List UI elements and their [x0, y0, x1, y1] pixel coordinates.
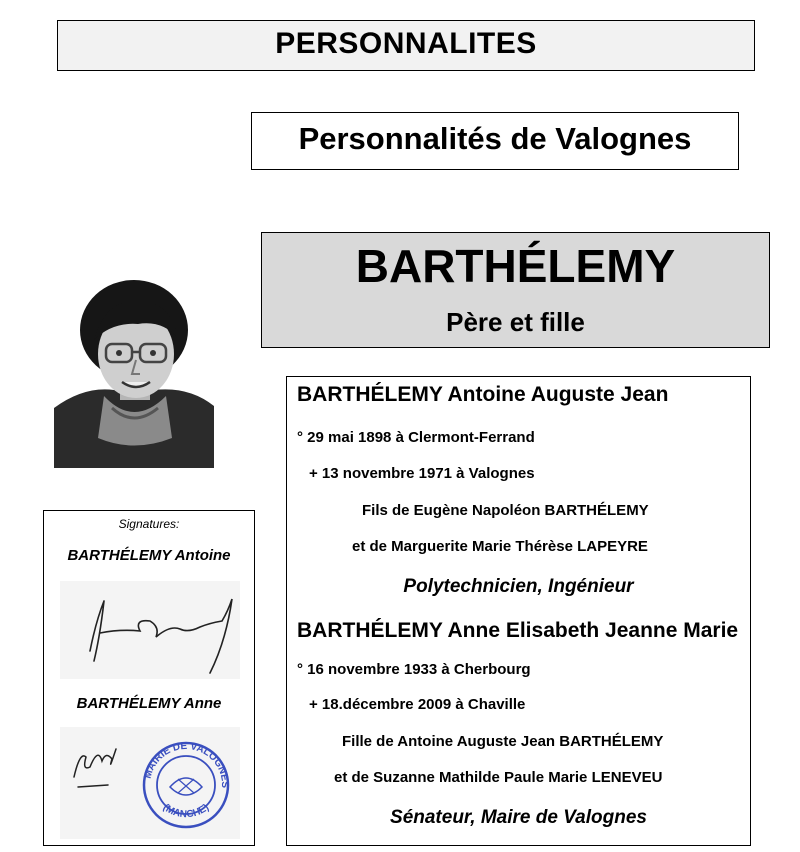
antoine-father: Fils de Eugène Napoléon BARTHÉLEMY: [362, 502, 649, 519]
anne-birth: ° 16 novembre 1933 à Cherbourg: [297, 661, 531, 678]
antoine-name: BARTHÉLEMY Antoine Auguste Jean: [297, 383, 669, 406]
family-name: BARTHÉLEMY: [355, 240, 676, 292]
signature-antoine: [60, 581, 240, 679]
section-header: [57, 20, 755, 71]
subsection-header: [251, 112, 739, 170]
signature-anne-graphic: [60, 727, 240, 839]
portrait-photo: [54, 278, 214, 468]
signature-antoine-graphic: [60, 581, 240, 679]
family-subtitle: Père et fille: [446, 307, 585, 337]
stamp-text-bottom: (MANCHE): [160, 802, 212, 821]
portrait-illustration: [54, 278, 214, 468]
signature-anne: [60, 727, 240, 839]
anne-name: BARTHÉLEMY Anne Elisabeth Jeanne Marie: [297, 619, 739, 642]
stamp-text-top: MAIRIE DE VALOGNES: [142, 740, 231, 789]
antoine-mother: et de Marguerite Marie Thérèse LAPEYRE: [352, 538, 648, 555]
family-name-panel: [261, 232, 770, 348]
anne-father: Fille de Antoine Auguste Jean BARTHÉLEMY: [342, 733, 664, 750]
signatures-panel: [43, 510, 255, 846]
biography-panel: [286, 376, 751, 846]
section-title: PERSONNALITES: [275, 27, 537, 60]
signature-label-antoine: BARTHÉLEMY Antoine: [67, 547, 231, 564]
anne-role: Sénateur, Maire de Valognes: [390, 807, 647, 828]
anne-death: + 18.décembre 2009 à Chaville: [309, 696, 526, 713]
antoine-birth: ° 29 mai 1898 à Clermont-Ferrand: [297, 429, 535, 446]
antoine-role: Polytechnicien, Ingénieur: [403, 576, 634, 597]
signature-label-anne: BARTHÉLEMY Anne: [76, 695, 222, 712]
antoine-death: + 13 novembre 1971 à Valognes: [309, 465, 535, 482]
anne-mother: et de Suzanne Mathilde Paule Marie LENEVEU: [334, 769, 663, 786]
signatures-heading: Signatures:: [118, 517, 180, 531]
subsection-title: Personnalités de Valognes: [298, 121, 692, 156]
